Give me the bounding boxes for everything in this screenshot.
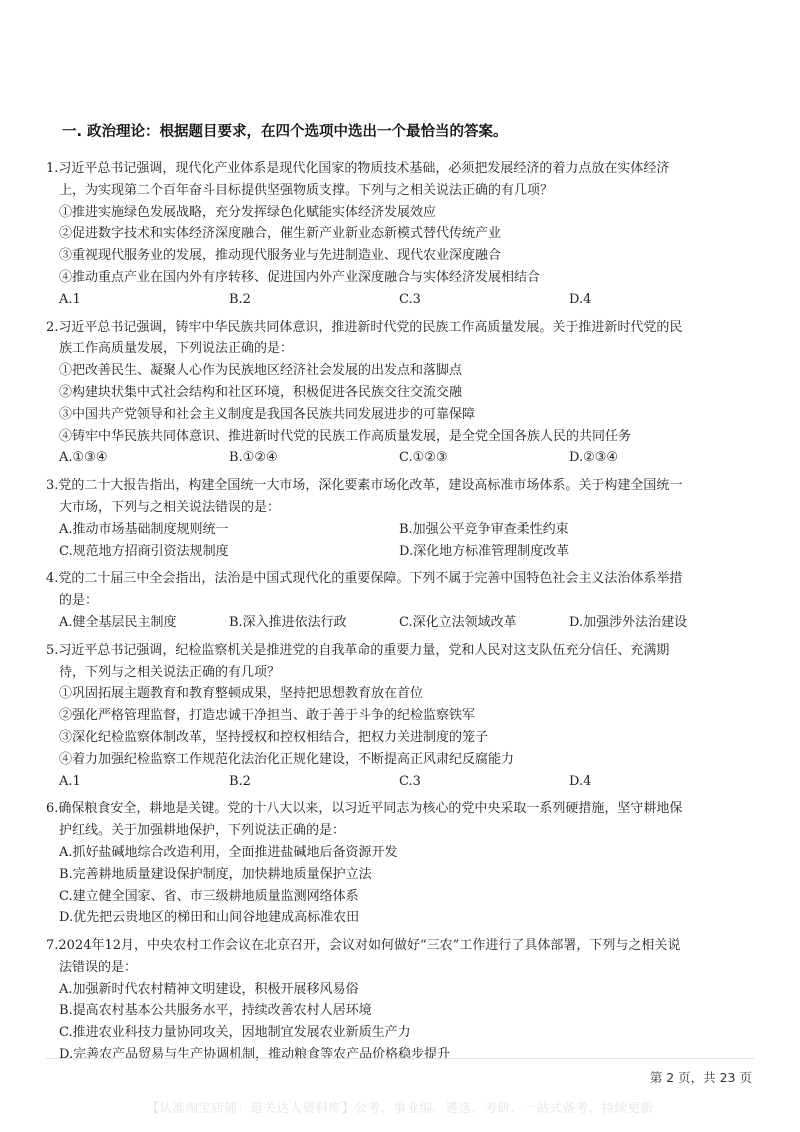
answer-options [46,612,746,634]
question-item: ②促进数字技术和实体经济深度融合，催生新产业新业态新模式替代传统产业 [59,226,502,242]
question-5 [46,640,746,793]
question-item: C.推进农业科技力量协同攻关，因地制宜发展农业新质生产力 [59,1025,411,1041]
question-item: A.抓好盐碱地综合改造利用，全面推进盐碱地后备资源开发 [59,844,398,860]
question-item: ③重视现代服务业的发展，推动现代服务业与先进制造业、现代农业深度融合 [59,248,502,264]
question-stem-line: 护红线。关于加强耕地保护，下列说法正确的是： [59,823,346,839]
question-stem-line: 6.确保粮食安全，耕地是关键。党的十八大以来，以习近平同志为核心的党中央采取一系列硬措施，坚守耕地保 [46,801,683,817]
question-item: D.优先把云贵地区的梯田和山间谷地建成高标准农田 [59,910,360,926]
question-stem-line: 待，下列与之相关说法正确的有几项？ [59,664,281,680]
question-6 [46,798,746,929]
question-item: ④铸牢中华民族共同体意识、推进新时代党的民族工作高质量发展，是全党全国各族人民的共同任务 [59,428,632,444]
question-stem-line: 7.2024年12月，中央农村工作会议在北京召开，会议对如何做好“三农”工作进行了具体部署，下列与之相关说 [46,938,681,954]
question-item: ①推进实施绿色发展战略，充分发挥绿色化赋能实体经济发展效应 [59,204,437,220]
question-item: ③深化纪检监察体制改革，坚持授权和控权相结合，把权力关进制度的笼子 [59,729,489,745]
watermark-text: 【认准淘宝店铺：道关达人资料库】公考、事业编、遴选、考研、一站式备考、持续更新 [146,1100,654,1115]
question-item: ③中国共产党领导和社会主义制度是我国各民族共同发展进步的可靠保障 [59,406,476,422]
question-stem [46,475,746,519]
answer-option: B.深入推进依法行政 [229,614,347,630]
question-stem-line: 2.习近平总书记强调，铸牢中华民族共同体意识，推进新时代党的民族工作高质量发展。关于推进新时代党的民 [46,319,683,335]
question-item: ①把改善民生、凝聚人心作为民族地区经济社会发展的出发点和落脚点 [59,363,463,379]
question-item: A.加强新时代农村精神文明建设，积极开展移风易俗 [59,981,359,997]
question-stem [46,158,746,202]
question-item: ④推动重点产业在国内外有序转移、促进国内外产业深度融合与实体经济发展相结合 [59,269,541,285]
answer-option: A.健全基层民主制度 [59,614,177,630]
answer-option: B.2 [229,291,251,307]
question-item: ④着力加强纪检监察工作规范化法治化正规化建设，不断提高正风肃纪反腐能力 [59,751,515,767]
answer-option: D.加强涉外法治建设 [569,614,688,630]
answer-option: B.加强公平竞争审查柔性约束 [399,521,569,537]
question-stem-line: 的是： [59,593,99,609]
question-item: B.完善耕地质量建设保护制度，加快耕地质量保护立法 [59,866,372,882]
answer-options [46,519,746,541]
answer-option: D.4 [569,773,592,789]
question-stem-line: 族工作高质量发展，下列说法正确的是： [59,341,294,357]
answer-option: C.3 [399,773,421,789]
question-2 [46,317,746,470]
question-item: D.完善农产品贸易与生产协调机制，推动粮食等农产品价格稳步提升 [59,1047,451,1063]
question-item: ②构建块状集中式社会结构和社区环境，积极促进各民族交往交流交融 [59,384,463,400]
answer-option: D.②③④ [569,450,619,466]
question-stem-line: 4.党的二十届三中全会指出，法治是中国式现代化的重要保障。下列不属于完善中国特色社会主义法治体系举措 [46,571,683,587]
answer-option: D.深化地方标准管理制度改革 [399,543,570,559]
question-stem [46,640,746,684]
question-stem-line: 上，为实现第二个百年奋斗目标提供坚强物质支撑。下列与之相关说法正确的有几项？ [59,182,554,198]
question-item: ②强化严格管理监督，打造忠诚干净担当、敢于善于斗争的纪检监察铁军 [59,708,476,724]
question-stem-line: 1.习近平总书记强调，现代化产业体系是现代化国家的物质技术基础，必须把发展经济的着力点放在实体经济 [46,161,670,176]
question-item: ①巩固拓展主题教育和教育整顿成果，坚持把思想教育放在首位 [59,686,424,702]
answer-options [46,541,746,563]
question-stem-line: 大市场，下列与之相关说法错误的是： [59,499,281,515]
answer-option: C.3 [399,291,421,307]
question-1 [46,158,746,311]
footer-divider [46,1058,754,1059]
question-7 [46,935,746,1066]
answer-option: B.①②④ [229,450,278,466]
answer-options [46,771,746,793]
question-stem [46,317,746,361]
answer-option: B.2 [229,773,251,789]
section-title: 一. 政治理论：根据题目要求，在四个选项中选出一个最恰当的答案。 [62,124,508,140]
answer-option: C.规范地方招商引资法规制度 [59,543,229,559]
question-stem [46,568,746,612]
answer-options [46,447,746,469]
question-item: C.建立健全国家、省、市三级耕地质量监测网络体系 [59,888,359,904]
page-number: 第 2 页，共 23 页 [649,1070,752,1085]
answer-option: C.①②③ [399,450,448,466]
answer-options [46,289,746,311]
answer-option: A.1 [59,291,81,307]
answer-option: D.4 [569,291,592,307]
question-stem-line: 法错误的是： [59,959,138,975]
question-stem-line: 3.党的二十大报告指出，构建全国统一大市场，深化要素市场化改革，建设高标准市场体系。关于构建全国统一 [46,478,683,494]
question-stem [46,798,746,842]
answer-option: A.①③④ [59,450,108,466]
answer-option: A.1 [59,773,81,789]
question-item: B.提高农村基本公共服务水平，持续改善农村人居环境 [59,1003,372,1019]
question-4 [46,568,746,633]
question-stem [46,935,746,979]
answer-option: A.推动市场基础制度规则统一 [59,521,229,537]
answer-option: C.深化立法领域改革 [399,614,517,630]
question-3 [46,475,746,562]
question-stem-line: 5.习近平总书记强调，纪检监察机关是推进党的自我革命的重要力量，党和人民对这支队伍充分信任、充满期 [46,642,670,658]
question-list [46,158,746,1072]
